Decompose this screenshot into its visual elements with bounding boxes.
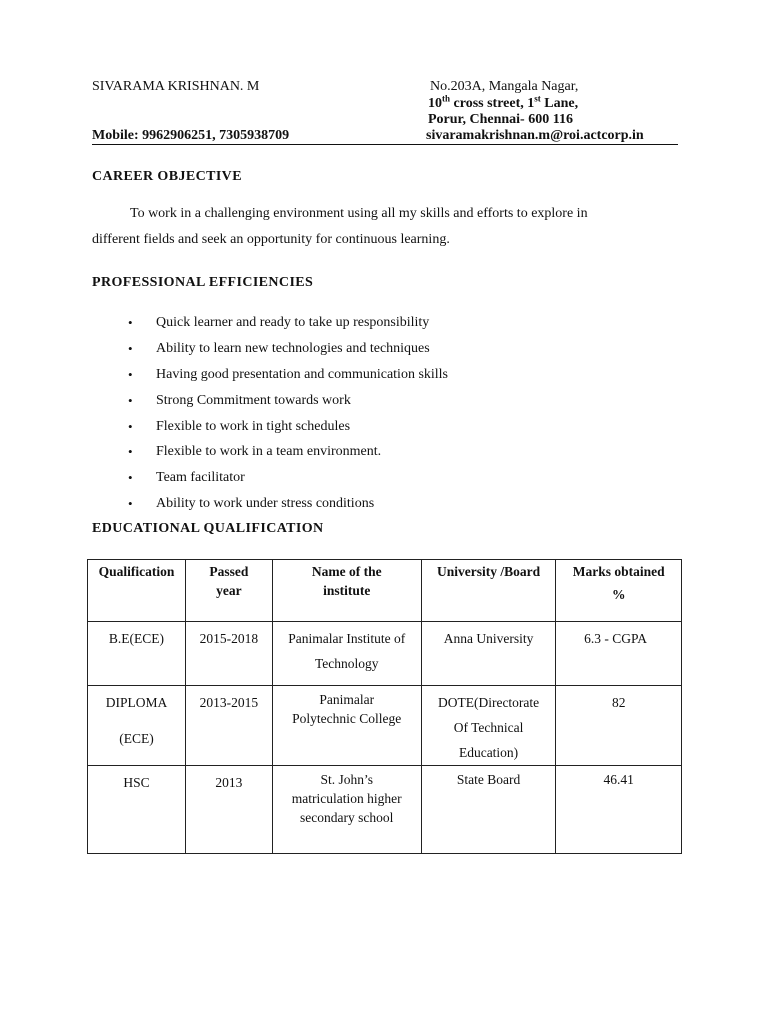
career-objective-line-1: To work in a challenging environment using all my skills and efforts to explore in: [130, 206, 588, 221]
email-address: sivaramakrishnan.m@roi.actcorp.in: [426, 128, 644, 143]
cell-board: State Board: [421, 766, 556, 854]
cell-board: DOTE(Directorate Of Technical Education): [421, 686, 556, 766]
cell-year: 2013: [185, 766, 272, 854]
column-header-passed-year: Passed year: [185, 560, 272, 622]
bullet-icon: •: [128, 496, 133, 512]
list-item: • Flexible to work in a team environment.: [128, 439, 448, 465]
bullet-icon: •: [128, 418, 133, 434]
table-header-row: [88, 560, 682, 622]
cell-qualification: HSC: [88, 766, 186, 854]
list-item: • Having good presentation and communication skills: [128, 362, 448, 388]
table-row: [88, 686, 682, 766]
address-line-3: Porur, Chennai- 600 116: [428, 112, 573, 127]
list-item: • Flexible to work in tight schedules: [128, 414, 448, 440]
cell-marks: 82: [556, 686, 682, 766]
cell-year: 2013-2015: [185, 686, 272, 766]
bullet-icon: •: [128, 340, 133, 356]
cell-marks: 6.3 - CGPA: [556, 622, 682, 686]
list-item: • Ability to learn new technologies and techniques: [128, 336, 448, 362]
address-line-1: No.203A, Mangala Nagar,: [430, 79, 579, 94]
column-header-marks: Marks obtained %: [556, 560, 682, 622]
table-row: [88, 622, 682, 686]
bullet-icon: •: [128, 444, 133, 460]
column-header-qualification: Qualification: [88, 560, 186, 622]
bullet-icon: •: [128, 366, 133, 382]
cell-year: 2015-2018: [185, 622, 272, 686]
cell-institute: St. John’s matriculation higher secondary school: [272, 766, 421, 854]
professional-efficiencies-heading: PROFESSIONAL EFFICIENCIES: [92, 275, 314, 290]
list-item: • Strong Commitment towards work: [128, 388, 448, 414]
career-objective-line-2: different fields and seek an opportunity for continuous learning.: [92, 232, 450, 247]
cell-institute: Panimalar Polytechnic College: [272, 686, 421, 766]
mobile-numbers: Mobile: 9962906251, 7305938709: [92, 128, 290, 143]
bullet-icon: •: [128, 392, 133, 408]
cell-institute: Panimalar Institute of Technology: [272, 622, 421, 686]
candidate-name: SIVARAMA KRISHNAN. M: [92, 79, 260, 94]
education-table: [87, 559, 682, 854]
educational-qualification-heading: EDUCATIONAL QUALIFICATION: [92, 521, 324, 536]
cell-marks: 46.41: [556, 766, 682, 854]
table-row: [88, 766, 682, 854]
column-header-university: University /Board: [421, 560, 556, 622]
cell-qualification: DIPLOMA (ECE): [88, 686, 186, 766]
cell-qualification: B.E(ECE): [88, 622, 186, 686]
career-objective-heading: CAREER OBJECTIVE: [92, 169, 242, 184]
efficiencies-list: [128, 310, 448, 517]
list-item: • Ability to work under stress conditions: [128, 491, 448, 517]
address-line-2: 10th cross street, 1st Lane,: [428, 93, 579, 111]
list-item: • Team facilitator: [128, 465, 448, 491]
bullet-icon: •: [128, 470, 133, 486]
cell-board: Anna University: [421, 622, 556, 686]
list-item: • Quick learner and ready to take up responsibility: [128, 310, 448, 336]
bullet-icon: •: [128, 315, 133, 330]
column-header-institute: Name of the institute: [272, 560, 421, 622]
header-divider: [92, 144, 678, 145]
